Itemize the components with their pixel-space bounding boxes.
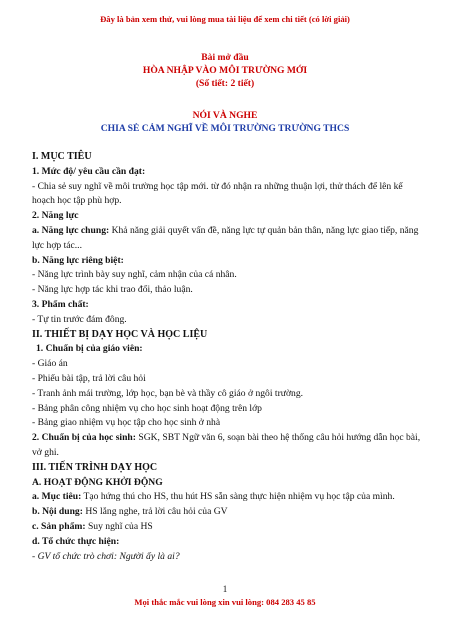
- heading-objectives: I. MỤC TIÊU: [32, 151, 92, 162]
- preview-notice: Đây là bản xem thử, vui lòng mua tài liệu để xem chi tiết (có lời giải): [100, 14, 350, 24]
- paragraph-goal: [32, 490, 424, 505]
- item-specific-competence-2: - Năng lực hợp tác khi trao đổi, thảo luận.: [32, 284, 193, 296]
- list-item: - Tranh ảnh mái trường, lớp học, bạn bè và thầy cô giáo ở ngôi trường.: [32, 387, 304, 399]
- text-goal: Tạo hứng thú cho HS, thu hút HS sẵn sàng thực hiện nhiệm vụ học tập của mình.: [81, 491, 395, 503]
- list-item: - Giáo án: [32, 358, 68, 370]
- paragraph-requirements: - Chia sẻ suy nghĩ về môi trường học tập mới. từ đó nhận ra những thuận lợi, thử thách để lên kế hoạch học tập phù hợp.: [32, 180, 403, 207]
- paragraph-content: [32, 505, 424, 520]
- section-subtitle: CHIA SẺ CẢM NGHĨ VỀ MÔI TRƯỜNG TRƯỜNG THCS: [100, 123, 350, 134]
- label-goal: a. Mục tiêu:: [32, 491, 82, 503]
- heading-specific-competence: b. Năng lực riêng biệt:: [32, 254, 124, 266]
- lesson-title: HÒA NHẬP VÀO MÔI TRƯỜNG MỚI: [142, 65, 308, 76]
- heading-organization: d. Tổ chức thực hiện:: [32, 535, 120, 547]
- list-item: - Bảng phân công nhiệm vụ cho học sinh hoạt động trên lớp: [32, 402, 262, 414]
- heading-warmup: A. HOẠT ĐỘNG KHỞI ĐỘNG: [32, 476, 163, 488]
- text-student-prep: SGK, SBT Ngữ văn 6, soạn bài theo hệ thống câu hỏi hướng dẫn học bài, vở ghi.: [32, 432, 421, 458]
- document-body: [32, 150, 424, 564]
- label-content: b. Nội dung:: [32, 506, 83, 518]
- paragraph-product: [32, 520, 424, 535]
- text-general-competence: Khả năng giải quyết vấn đề, năng lực tự quản bản thân, năng lực giao tiếp, năng lực hợp tác...: [32, 224, 419, 251]
- section-title: NÓI VÀ NGHE: [192, 110, 258, 121]
- heading-process: III. TIẾN TRÌNH DẠY HỌC: [32, 461, 158, 473]
- list-item: - Bảng giao nhiệm vụ học tập cho học sinh ở nhà: [32, 417, 221, 429]
- heading-requirements: 1. Mức độ/ yêu cầu cần đạt:: [32, 165, 146, 177]
- paragraph-student-prep: [32, 431, 424, 461]
- heading-equipment: II. THIẾT BỊ DẠY HỌC VÀ HỌC LIỆU: [32, 328, 208, 340]
- paragraph-general-competence: [32, 224, 424, 254]
- item-specific-competence-1: - Năng lực trình bày suy nghĩ, cảm nhận của cá nhân.: [32, 269, 237, 281]
- label-student-prep: 2. Chuẩn bị của học sinh:: [32, 432, 136, 444]
- item-qualities: - Tự tin trước đám đông.: [32, 313, 127, 325]
- label-product: c. Sản phẩm:: [32, 520, 86, 532]
- page-number: 1: [222, 584, 228, 594]
- list-item: - Phiếu bài tập, trả lời câu hỏi: [32, 372, 146, 384]
- heading-teacher-prep: 1. Chuẩn bị của giáo viên:: [36, 343, 143, 355]
- text-content: HS lắng nghe, trả lời câu hỏi của GV: [82, 506, 228, 518]
- footer-contact: Mọi thắc mắc vui lòng xin vui lòng: 084 283 45 85: [134, 597, 316, 607]
- item-organization: - GV tổ chức trò chơi: Người ấy là ai?: [32, 550, 180, 562]
- lesson-label: Bài mở đầu: [201, 52, 249, 63]
- heading-competence: 2. Năng lực: [32, 210, 79, 222]
- text-product: Suy nghĩ của HS: [85, 520, 153, 532]
- label-general-competence: a. Năng lực chung:: [32, 224, 110, 236]
- heading-qualities: 3. Phẩm chất:: [32, 298, 89, 310]
- lesson-periods: (Số tiết: 2 tiết): [195, 78, 255, 89]
